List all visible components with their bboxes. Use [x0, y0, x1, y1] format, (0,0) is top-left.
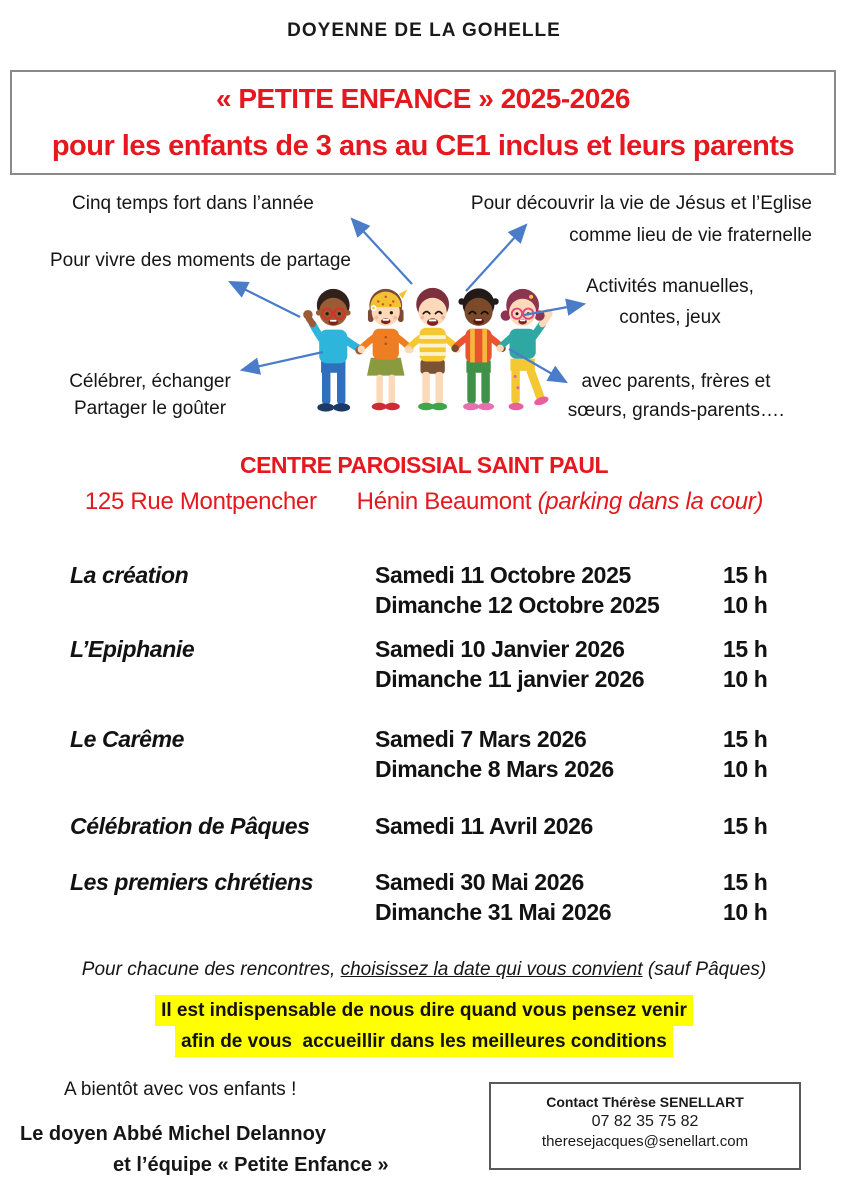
session [375, 897, 800, 927]
schedule-row [70, 811, 800, 841]
session [375, 724, 800, 754]
title-line2: pour les enfants de 3 ans au CE1 inclus et leurs parents [51, 130, 795, 162]
schedule-row [70, 724, 800, 784]
annotation-discover-jesus-line2: comme lieu de vie fraternelle [569, 225, 812, 246]
highlight-line1: Il est indispensable de nous dire quand vous pensez venir [155, 995, 693, 1026]
signature-line1: Le doyen Abbé Michel Delannoy [20, 1123, 326, 1145]
highlight-note [0, 995, 848, 1057]
schedule-row [70, 560, 800, 620]
annotation-activities [556, 271, 784, 333]
session-time: 10 h [723, 756, 768, 782]
session [375, 867, 800, 897]
annotation-sharing-moments: Pour vivre des moments de partage [50, 250, 351, 271]
annotation-discover-jesus [416, 188, 812, 252]
arrow-five-times [352, 219, 412, 284]
session-time: 10 h [723, 592, 768, 618]
annotation-activities-line1: Activités manuelles, [586, 276, 754, 297]
organization-title: DOYENNE DE LA GOHELLE [287, 20, 561, 41]
session-date: Samedi 30 Mai 2026 [375, 869, 584, 895]
choose-date-underlined: choisissez la date qui vous convient [340, 959, 643, 980]
annotation-activities-line2: contes, jeux [619, 307, 721, 328]
choose-date-suffix: (sauf Pâques) [642, 959, 767, 980]
session-time: 15 h [723, 813, 768, 839]
farewell-text: A bientôt avec vos enfants ! [64, 1079, 297, 1100]
event-sessions [375, 867, 800, 927]
venue-name: CENTRE PAROISSIAL SAINT PAUL [239, 452, 609, 478]
annotation-with-family [548, 367, 804, 425]
venue-street: 125 Rue Montpencher [84, 488, 317, 515]
session-date: Samedi 11 Octobre 2025 [375, 562, 631, 588]
event-sessions [375, 811, 800, 841]
annotation-celebrate-line1: Célébrer, échanger [69, 371, 231, 392]
contact-email: theresejacques@senellart.com [541, 1133, 749, 1150]
session-time: 10 h [723, 899, 768, 925]
session-date: Samedi 7 Mars 2026 [375, 726, 587, 752]
choose-date-note [0, 959, 848, 981]
session [375, 754, 800, 784]
event-name: Le Carême [70, 726, 185, 752]
session-time: 15 h [723, 562, 768, 588]
session [375, 590, 800, 620]
session-time: 15 h [723, 636, 768, 662]
event-sessions [375, 724, 800, 784]
annotation-with-family-line1: avec parents, frères et [581, 371, 771, 392]
session-date: Dimanche 12 Octobre 2025 [375, 592, 660, 618]
annotation-five-times: Cinq temps fort dans l’année [72, 193, 314, 214]
venue-parking-note: (parking dans la cour) [537, 488, 764, 515]
session-date: Dimanche 8 Mars 2026 [375, 756, 614, 782]
venue-city: Hénin Beaumont [356, 488, 538, 515]
arrow-sharing-moments [230, 282, 300, 317]
choose-date-prefix: Pour chacune des rencontres, [81, 959, 341, 980]
title-line1: « PETITE ENFANCE » 2025-2026 [216, 83, 630, 114]
session [375, 560, 800, 590]
contact-name: Contact Thérèse SENELLART [546, 1094, 744, 1110]
annotation-discover-jesus-line1: Pour découvrir la vie de Jésus et l’Eglise [470, 193, 812, 214]
session [375, 811, 800, 841]
child-1-boy-glasses [303, 289, 363, 412]
session-time: 10 h [723, 666, 768, 692]
contact-phone: 07 82 35 75 82 [591, 1113, 699, 1130]
signature-line2: et l’équipe « Petite Enfance » [113, 1154, 389, 1176]
session-date: Dimanche 31 Mai 2026 [375, 899, 612, 925]
session-date: Samedi 11 Avril 2026 [375, 813, 593, 839]
session-date: Dimanche 11 janvier 2026 [375, 666, 645, 692]
session [375, 634, 800, 664]
event-name: La création [70, 562, 189, 588]
session-date: Samedi 10 Janvier 2026 [375, 636, 625, 662]
session-time: 15 h [723, 869, 768, 895]
event-sessions [375, 560, 800, 620]
venue-address [0, 488, 848, 516]
contact-box [489, 1082, 801, 1170]
event-name: Les premiers chrétiens [70, 869, 314, 895]
event-name: L’Epiphanie [70, 636, 195, 662]
annotation-celebrate [52, 368, 248, 422]
session [375, 664, 800, 694]
event-name: Célébration de Pâques [70, 813, 310, 839]
children-illustration [299, 279, 555, 429]
session-time: 15 h [723, 726, 768, 752]
title-box [10, 70, 836, 175]
event-sessions [375, 634, 800, 694]
schedule-row [70, 634, 800, 694]
annotation-celebrate-line2: Partager le goûter [73, 398, 227, 419]
schedule-row [70, 867, 800, 927]
highlight-line2: afin de vous accueillir dans les meilleures conditions [175, 1026, 673, 1057]
annotation-with-family-line2: sœurs, grands-parents…. [567, 400, 785, 421]
